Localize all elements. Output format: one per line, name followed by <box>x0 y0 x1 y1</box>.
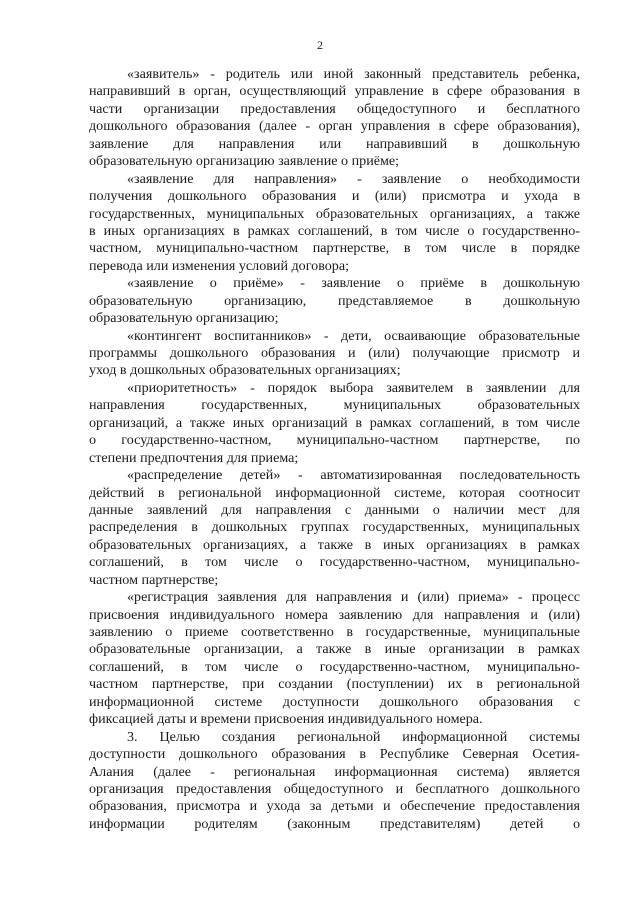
text-line: «распределение детей» - автоматизированная последовательность <box>127 467 580 484</box>
paragraph-priority <box>89 380 580 467</box>
text-line: образовательные организации, а также в иные организации в рамках <box>89 641 580 658</box>
page-number: 2 <box>317 38 323 52</box>
text-line: о государственно-частном, муниципально-частном партнерстве, по <box>89 432 580 449</box>
text-line: направивший в орган, осуществляющий управление в сфере образования в <box>89 83 580 100</box>
text-line: частном партнерстве; <box>89 571 219 588</box>
text-line: программы дошкольного образования и (или) получающие присмотр и <box>89 345 580 361</box>
text-line: заявлению о приеме соответственно в государственные, муниципальные <box>89 624 580 640</box>
text-line: фиксацией даты и времени присвоения индивидуального номера. <box>89 711 483 728</box>
paragraph-application-for-referral <box>89 171 580 276</box>
text-line: направления государственных, муниципальных образовательных <box>89 397 580 414</box>
document-body <box>89 66 580 833</box>
text-line: частном партнерстве, при создании (поступлении) их в региональной <box>89 676 580 693</box>
paragraph-section-3 <box>89 729 580 834</box>
text-line: получения дошкольного образования и (или) присмотра и ухода в <box>89 188 580 205</box>
text-line: «заявление о приёме» - заявление о приёме в дошкольную <box>127 275 580 292</box>
text-line: образовательную организацию; <box>89 310 279 327</box>
text-line: Алания (далее - региональная информационная система) является <box>89 763 580 780</box>
text-line: организация предоставления общедоступного и бесплатного дошкольного <box>89 780 580 797</box>
text-line: частном, муниципально-частном партнерстве, в том числе в порядке <box>89 240 580 257</box>
paragraph-application-for-admission <box>89 275 580 327</box>
text-line: распределения в дошкольных группах государственных, муниципальных <box>89 519 580 536</box>
text-line: дошкольного образования (далее - орган управления в сфере образования), <box>89 118 580 135</box>
text-line: «приоритетность» - порядок выбора заявителем в заявлении для <box>127 379 580 396</box>
text-line: действий в региональной информационной системе, которая соотносит <box>89 484 580 501</box>
paragraph-applicant <box>89 66 580 171</box>
text-line: «контингент воспитанников» - дети, осваивающие образовательные <box>127 327 580 344</box>
text-line: соглашений, в том числе о государственно-частном, муниципально- <box>89 658 580 675</box>
text-line: образовательную организацию, представляемое в дошкольную <box>89 292 580 309</box>
text-line: информации родителям (законным представителям) детей о <box>89 815 580 832</box>
text-line: уход в дошкольных образовательных организациях; <box>89 362 401 379</box>
text-line: доступности дошкольного образования в Республике Северная Осетия- <box>89 746 580 763</box>
text-line: заявление для направления или направивший в дошкольную <box>89 135 580 152</box>
text-line: образовательную организацию заявление о приёме; <box>89 153 400 170</box>
text-line: образовательных организациях, а также в иных организациях в рамках <box>89 536 580 553</box>
text-line: части организации предоставления общедоступного и бесплатного <box>89 100 580 117</box>
text-line: 3. Целью создания региональной информационной системы <box>127 728 580 745</box>
paragraph-children-distribution <box>89 467 580 589</box>
text-line: организаций, а также иных организаций в рамках соглашений, в том числе <box>89 414 580 431</box>
text-line: присвоения индивидуального номера заявлению для направления и (или) <box>89 606 580 623</box>
text-line: «заявитель» - родитель или иной законный представитель ребенка, <box>127 66 580 82</box>
text-line: «регистрация заявления для направления и (или) приема» - процесс <box>127 589 580 606</box>
text-line: соглашений, в том числе о государственно-частном, муниципально- <box>89 554 580 571</box>
text-line: перевода или изменения условий договора; <box>89 257 350 274</box>
paragraph-pupil-contingent <box>89 328 580 380</box>
text-line: в иных организациях в рамках соглашений, в том числе о государственно- <box>89 222 580 239</box>
text-line: государственных, муниципальных образовательных организациях, а также <box>89 205 580 222</box>
text-line: «заявление для направления» - заявление о необходимости <box>127 170 580 187</box>
text-line: данные заявлений для направления с данными о наличии мест для <box>89 501 580 518</box>
text-line: информационной системе доступности дошкольного образования с <box>89 693 580 710</box>
text-line: степени предпочтения для приема; <box>89 449 299 466</box>
text-line: образования, присмотра и ухода за детьми и обеспечение предоставления <box>89 798 580 815</box>
paragraph-application-registration <box>89 589 580 729</box>
